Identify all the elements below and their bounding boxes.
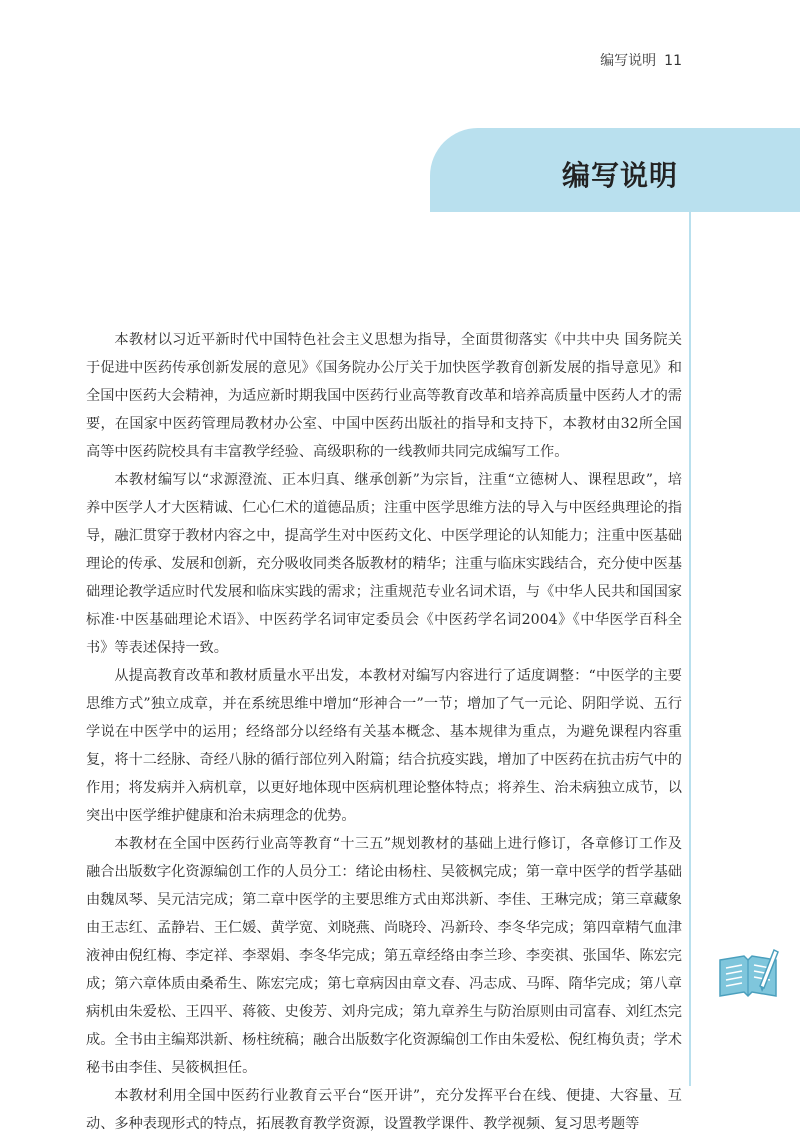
body-text — [86, 326, 682, 1138]
page-title: 编写说明 — [561, 159, 678, 192]
paragraph: 本教材利用全国中医药行业教育云平台“医开讲”，充分发挥平台在线、便捷、大容量、互动、多种表现形式的特点，拓展教育教学资源，设置教学课件、教学视频、复习思考题等 — [86, 1088, 682, 1132]
margin-rule — [689, 212, 691, 1086]
running-head-section: 编写说明 — [600, 53, 657, 69]
paragraph: 本教材以习近平新时代中国特色社会主义思想为指导，全面贯彻落实《中共中央 国务院关于促进中医药传承创新发展的意见》《国务院办公厅关于加快医学教育创新发展的指导意见》和全国中医药大会精神，为适应新时期我国中医药行业高等教育改革和培养高质量中医药人才的需要，在国家中医药管理局教材办公室、中国中医药出版社的指导和支持下，本教材由32所全国高等中医药院校具有丰富教学经验、高级职称的一线教师共同完成编写工作。 — [86, 332, 682, 460]
paragraph: 本教材在全国中医药行业高等教育“十三五”规划教材的基础上进行修订，各章修订工作及融合出版数字化资源编创工作的人员分工：绪论由杨柱、吴筱枫完成；第一章中医学的哲学基础由魏凤琴、吴元洁完成；第二章中医学的主要思维方式由郑洪新、李佳、王琳完成；第三章藏象由王志红、孟静岩、王仁媛、黄学宽、刘晓燕、尚晓玲、冯新玲、李冬华完成；第四章精气血津液神由倪红梅、李定祥、李翠娟、李冬华完成；第五章经络由李兰珍、李奕祺、张国华、陈宏完成；第六章体质由桑希生、陈宏完成；第七章病因由章文春、冯志成、马晖、隋华完成；第八章病机由朱爱松、王四平、蒋筱、史俊芳、刘舟完成；第九章养生与防治原则由司富春、刘红杰完成。全书由主编郑洪新、杨柱统稿；融合出版数字化资源编创工作由朱爱松、倪红梅负责；学术秘书由李佳、吴筱枫担任。 — [86, 836, 682, 1076]
book-pen-icon — [716, 946, 780, 1002]
page-number: 11 — [664, 53, 682, 69]
paragraph: 从提高教育改革和教材质量水平出发，本教材对编写内容进行了适度调整：“中医学的主要思维方式”独立成章，并在系统思维中增加“形神合一”一节；增加了气一元论、阴阳学说、五行学说在中医学中的运用；经络部分以经络有关基本概念、基本规律为重点，为避免课程内容重复，将十二经脉、奇经八脉的循行部位列入附篇；结合抗疫实践，增加了中医药在抗击疠气中的作用；将发病并入病机章，以更好地体现中医病机理论整体特点；将养生、治未病独立成节，以突出中医学维护健康和治未病理念的优势。 — [86, 668, 682, 824]
running-head — [600, 50, 682, 70]
paragraph: 本教材编写以“求源澄流、正本归真、继承创新”为宗旨，注重“立德树人、课程思政”，培养中医学人才大医精诚、仁心仁术的道德品质；注重中医学思维方法的导入与中医经典理论的指导，融汇贯穿于教材内容之中，提高学生对中医药文化、中医学理论的认知能力；注重中医基础理论的传承、发展和创新，充分吸收同类各版教材的精华；注重与临床实践结合，充分使中医基础理论教学适应时代发展和临床实践的需求；注重规范专业名词术语，与《中华人民共和国国家标准·中医基础理论术语》、中医药学名词审定委员会《中医药学名词2004》《中华医学百科全书》等表述保持一致。 — [86, 472, 682, 656]
